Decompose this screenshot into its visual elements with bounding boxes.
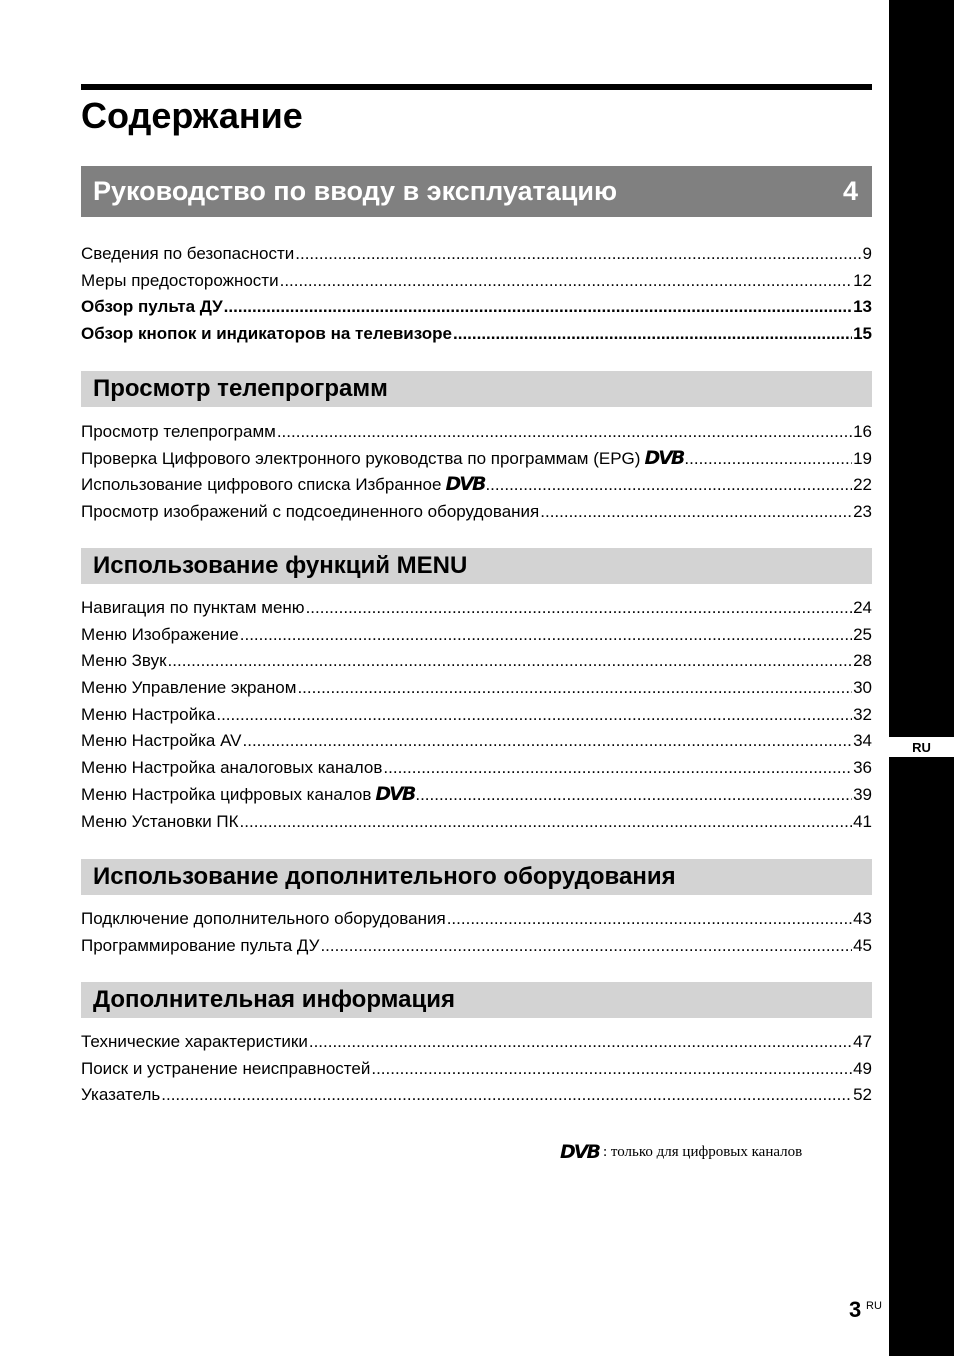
section-header-equipment bbox=[81, 859, 872, 895]
language-tab: RU bbox=[889, 737, 954, 757]
toc-list-watching bbox=[81, 419, 872, 526]
toc-entry[interactable]: Обзор кнопок и индикаторов на телевизоре ..... 15 bbox=[81, 321, 872, 348]
toc-entry[interactable]: Навигация по пунктам меню ..... 24 bbox=[81, 595, 872, 622]
dvb-icon: DVB bbox=[644, 446, 684, 469]
side-tab-bar bbox=[889, 0, 954, 1356]
toc-entry[interactable]: Меню Управление экраном ..... 30 bbox=[81, 675, 872, 702]
toc-entry[interactable]: Просмотр телепрограмм ..... 16 bbox=[81, 419, 872, 446]
toc-list-setup bbox=[81, 241, 872, 348]
toc-entry[interactable]: Меню Изображение ..... 25 bbox=[81, 622, 872, 649]
toc-list-menu bbox=[81, 595, 872, 835]
toc-entry[interactable]: Технические характеристики ..... 47 bbox=[81, 1029, 872, 1056]
toc-entry[interactable]: Меню Настройка цифровых каналов DVB ..... 39 bbox=[81, 782, 872, 809]
toc-entry[interactable]: Программирование пульта ДУ ..... 45 bbox=[81, 933, 872, 960]
toc-entry[interactable]: Меню Звук ..... 28 bbox=[81, 648, 872, 675]
toc-entry[interactable]: Меню Настройка AV ..... 34 bbox=[81, 728, 872, 755]
section-header-info bbox=[81, 982, 872, 1018]
toc-entry[interactable]: Проверка Цифрового электронного руководства по программам (EPG) DVB ..... 19 bbox=[81, 446, 872, 473]
section-title: Использование дополнительного оборудования bbox=[93, 863, 676, 890]
toc-entry[interactable]: Просмотр изображений с подсоединенного оборудования ..... 23 bbox=[81, 499, 872, 526]
toc-entry[interactable]: Подключение дополнительного оборудования ..... 43 bbox=[81, 906, 872, 933]
section-header-watching bbox=[81, 371, 872, 407]
toc-list-equipment bbox=[81, 906, 872, 959]
title-rule bbox=[81, 84, 872, 90]
toc-list-info bbox=[81, 1029, 872, 1109]
dvb-icon: DVB bbox=[560, 1141, 599, 1163]
toc-entry[interactable]: Меню Настройка ..... 32 bbox=[81, 702, 872, 729]
dvb-icon: DVB bbox=[375, 782, 415, 805]
toc-entry[interactable]: Меню Установки ПК ..... 41 bbox=[81, 809, 872, 836]
toc-entry[interactable]: Указатель ..... 52 bbox=[81, 1082, 872, 1109]
section-title: Дополнительная информация bbox=[93, 986, 455, 1013]
section-header-menu bbox=[81, 548, 872, 584]
section-title: Руководство по вводу в эксплуатацию bbox=[93, 176, 618, 206]
dvb-icon: DVB bbox=[445, 473, 485, 496]
legend-text: : только для цифровых каналов bbox=[602, 1143, 803, 1160]
toc-entry[interactable]: Меры предосторожности ..... 12 bbox=[81, 268, 872, 295]
section-title: Использование функций MENU bbox=[93, 552, 468, 579]
section-header-setup bbox=[81, 166, 872, 217]
toc-entry[interactable]: Использование цифрового списка Избранное DVB ..... 22 bbox=[81, 472, 872, 499]
section-page: 4 bbox=[842, 176, 858, 206]
page-title: Содержание bbox=[81, 95, 303, 136]
toc-entry[interactable]: Обзор пульта ДУ ..... 13 bbox=[81, 294, 872, 321]
toc-entry[interactable]: Меню Настройка аналоговых каналов ..... 36 bbox=[81, 755, 872, 782]
page-number-lang: RU bbox=[866, 1300, 882, 1312]
toc-entry[interactable]: Сведения по безопасности ..... 9 bbox=[81, 241, 872, 268]
toc-entry[interactable]: Поиск и устранение неисправностей ..... 49 bbox=[81, 1056, 872, 1083]
dvb-legend bbox=[560, 1143, 802, 1161]
section-title: Просмотр телепрограмм bbox=[93, 375, 388, 402]
page-number: 3 bbox=[849, 1297, 862, 1322]
